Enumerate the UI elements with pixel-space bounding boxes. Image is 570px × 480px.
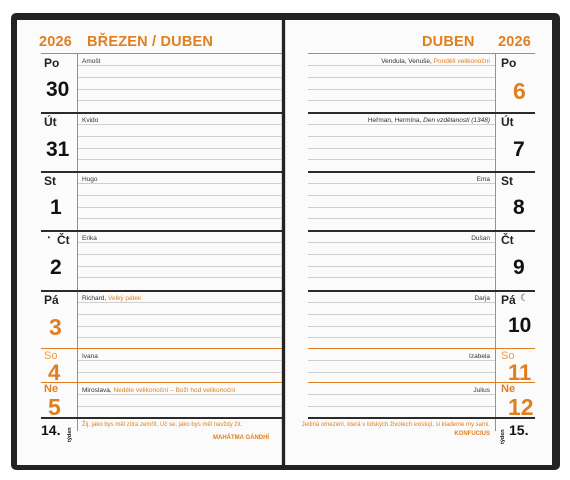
writing-line [78, 124, 282, 125]
writing-line [308, 100, 495, 101]
writing-line [308, 394, 495, 395]
left-header [39, 34, 279, 52]
nameday: Erika [82, 235, 97, 242]
day-separator [41, 230, 282, 232]
day-name: Po [44, 56, 60, 70]
day-number: 6 [513, 78, 526, 104]
writing-line [78, 406, 282, 407]
day-name: Út [501, 115, 514, 129]
writing-line [78, 148, 282, 149]
nameday: Ema [476, 176, 490, 183]
day-number: 30 [46, 78, 70, 101]
day-number: 31 [46, 138, 70, 161]
day-number: 7 [513, 138, 525, 161]
writing-line [78, 337, 282, 338]
nameday: Kvido [82, 117, 99, 124]
writing-line [308, 314, 495, 315]
writing-line [78, 207, 282, 208]
day-number: 12 [508, 394, 534, 420]
writing-line [308, 326, 495, 327]
quote-text: Jediná omezení, která v lidských životech existují, si klademe my sami. [301, 422, 490, 428]
day-separator [308, 348, 535, 349]
writing-line [308, 65, 495, 66]
day-name: Ne [501, 383, 516, 395]
day-separator [41, 171, 282, 173]
day-name: So [44, 350, 58, 362]
writing-line [78, 326, 282, 327]
nameday: Miroslava, Nedéle velikonoční – Boží hod velikonoční [82, 387, 236, 394]
writing-line [308, 136, 495, 137]
day-name: Pá [501, 293, 516, 307]
month-label: BŘEZEN / DUBEN [87, 34, 214, 50]
week-label: týden [500, 429, 506, 444]
day-number: 8 [513, 196, 525, 219]
year-label: 2026 [39, 34, 73, 50]
day-separator [308, 171, 535, 173]
writing-line [78, 254, 282, 255]
week-number: 15. [509, 422, 529, 438]
footer-rule [41, 417, 282, 419]
nameday: Ivana [82, 353, 98, 360]
writing-line [78, 183, 282, 184]
quote-author: KONFUCIUS [454, 431, 490, 437]
day-name: Pá [44, 293, 59, 307]
writing-line [78, 372, 282, 373]
writing-line [78, 65, 282, 66]
nameday: Heřman, Hermína, Den vzdělanosti (1348) [367, 117, 490, 124]
footer-rule [308, 417, 535, 419]
writing-line [78, 218, 282, 219]
writing-line [308, 218, 495, 219]
day-number: 2 [50, 256, 62, 279]
writing-line [78, 77, 282, 78]
quote-text: Žij, jako bys měl zítra zemřít. Uč se, jako bys měl navždy žít. [82, 422, 243, 428]
writing-line [78, 266, 282, 267]
left-page [17, 20, 282, 465]
quote-author: MAHÁTMA GÁNDHÍ [213, 435, 270, 441]
writing-line [78, 136, 282, 137]
first-quarter-moon-icon: ◔ [45, 233, 52, 244]
nameday: Julius [473, 387, 490, 394]
writing-line [308, 360, 495, 361]
writing-line [78, 277, 282, 278]
day-number: 1 [50, 196, 62, 219]
writing-line [78, 242, 282, 243]
day-name: St [44, 174, 56, 188]
writing-line [78, 100, 282, 101]
header-rule [308, 53, 535, 54]
day-name: St [501, 174, 513, 188]
writing-line [308, 266, 495, 267]
day-separator [41, 382, 282, 383]
column-divider [495, 53, 496, 431]
week-number: 14. [41, 422, 61, 438]
day-separator [41, 112, 282, 114]
nameday: Richard, Velký pátek [82, 295, 142, 302]
day-number: 5 [48, 394, 61, 420]
day-name: Út [44, 115, 57, 129]
writing-line [308, 207, 495, 208]
right-page [285, 20, 552, 465]
day-separator [308, 290, 535, 292]
writing-line [78, 159, 282, 160]
writing-line [78, 360, 282, 361]
nameday: Izabela [469, 353, 490, 360]
day-number: 11 [508, 360, 532, 385]
writing-line [308, 254, 495, 255]
waning-moon-icon: ☾ [520, 293, 529, 304]
writing-line [308, 195, 495, 196]
day-number: 3 [49, 314, 62, 340]
nameday: Dušan [471, 235, 490, 242]
writing-line [78, 314, 282, 315]
day-number: 10 [508, 314, 532, 337]
week-label: týden [67, 427, 73, 442]
day-name: Po [501, 56, 517, 70]
month-label: DUBEN [422, 34, 475, 50]
nameday: Amošt [82, 58, 101, 65]
day-name: Čt [501, 233, 514, 247]
writing-line [78, 89, 282, 90]
writing-line [308, 183, 495, 184]
day-separator [41, 290, 282, 292]
writing-line [308, 89, 495, 90]
writing-line [308, 302, 495, 303]
writing-line [308, 406, 495, 407]
writing-line [308, 277, 495, 278]
day-name: So [501, 350, 515, 362]
writing-line [308, 148, 495, 149]
right-header [286, 34, 531, 52]
writing-line [308, 77, 495, 78]
writing-line [308, 159, 495, 160]
writing-line [78, 195, 282, 196]
day-separator [308, 112, 535, 114]
day-name: Čt [57, 233, 70, 247]
writing-line [308, 337, 495, 338]
day-name: Ne [44, 383, 59, 395]
day-number: 9 [513, 256, 525, 279]
nameday: Vendula, Venuše, Pondělí velikonoční [381, 58, 490, 65]
nameday: Hugo [82, 176, 98, 183]
writing-line [308, 372, 495, 373]
year-label: 2026 [498, 34, 532, 50]
writing-line [308, 242, 495, 243]
nameday: Darja [474, 295, 490, 302]
day-number: 4 [48, 360, 61, 385]
writing-line [308, 124, 495, 125]
writing-line [78, 302, 282, 303]
day-separator [41, 348, 282, 349]
writing-line [78, 394, 282, 395]
day-separator [308, 230, 535, 232]
